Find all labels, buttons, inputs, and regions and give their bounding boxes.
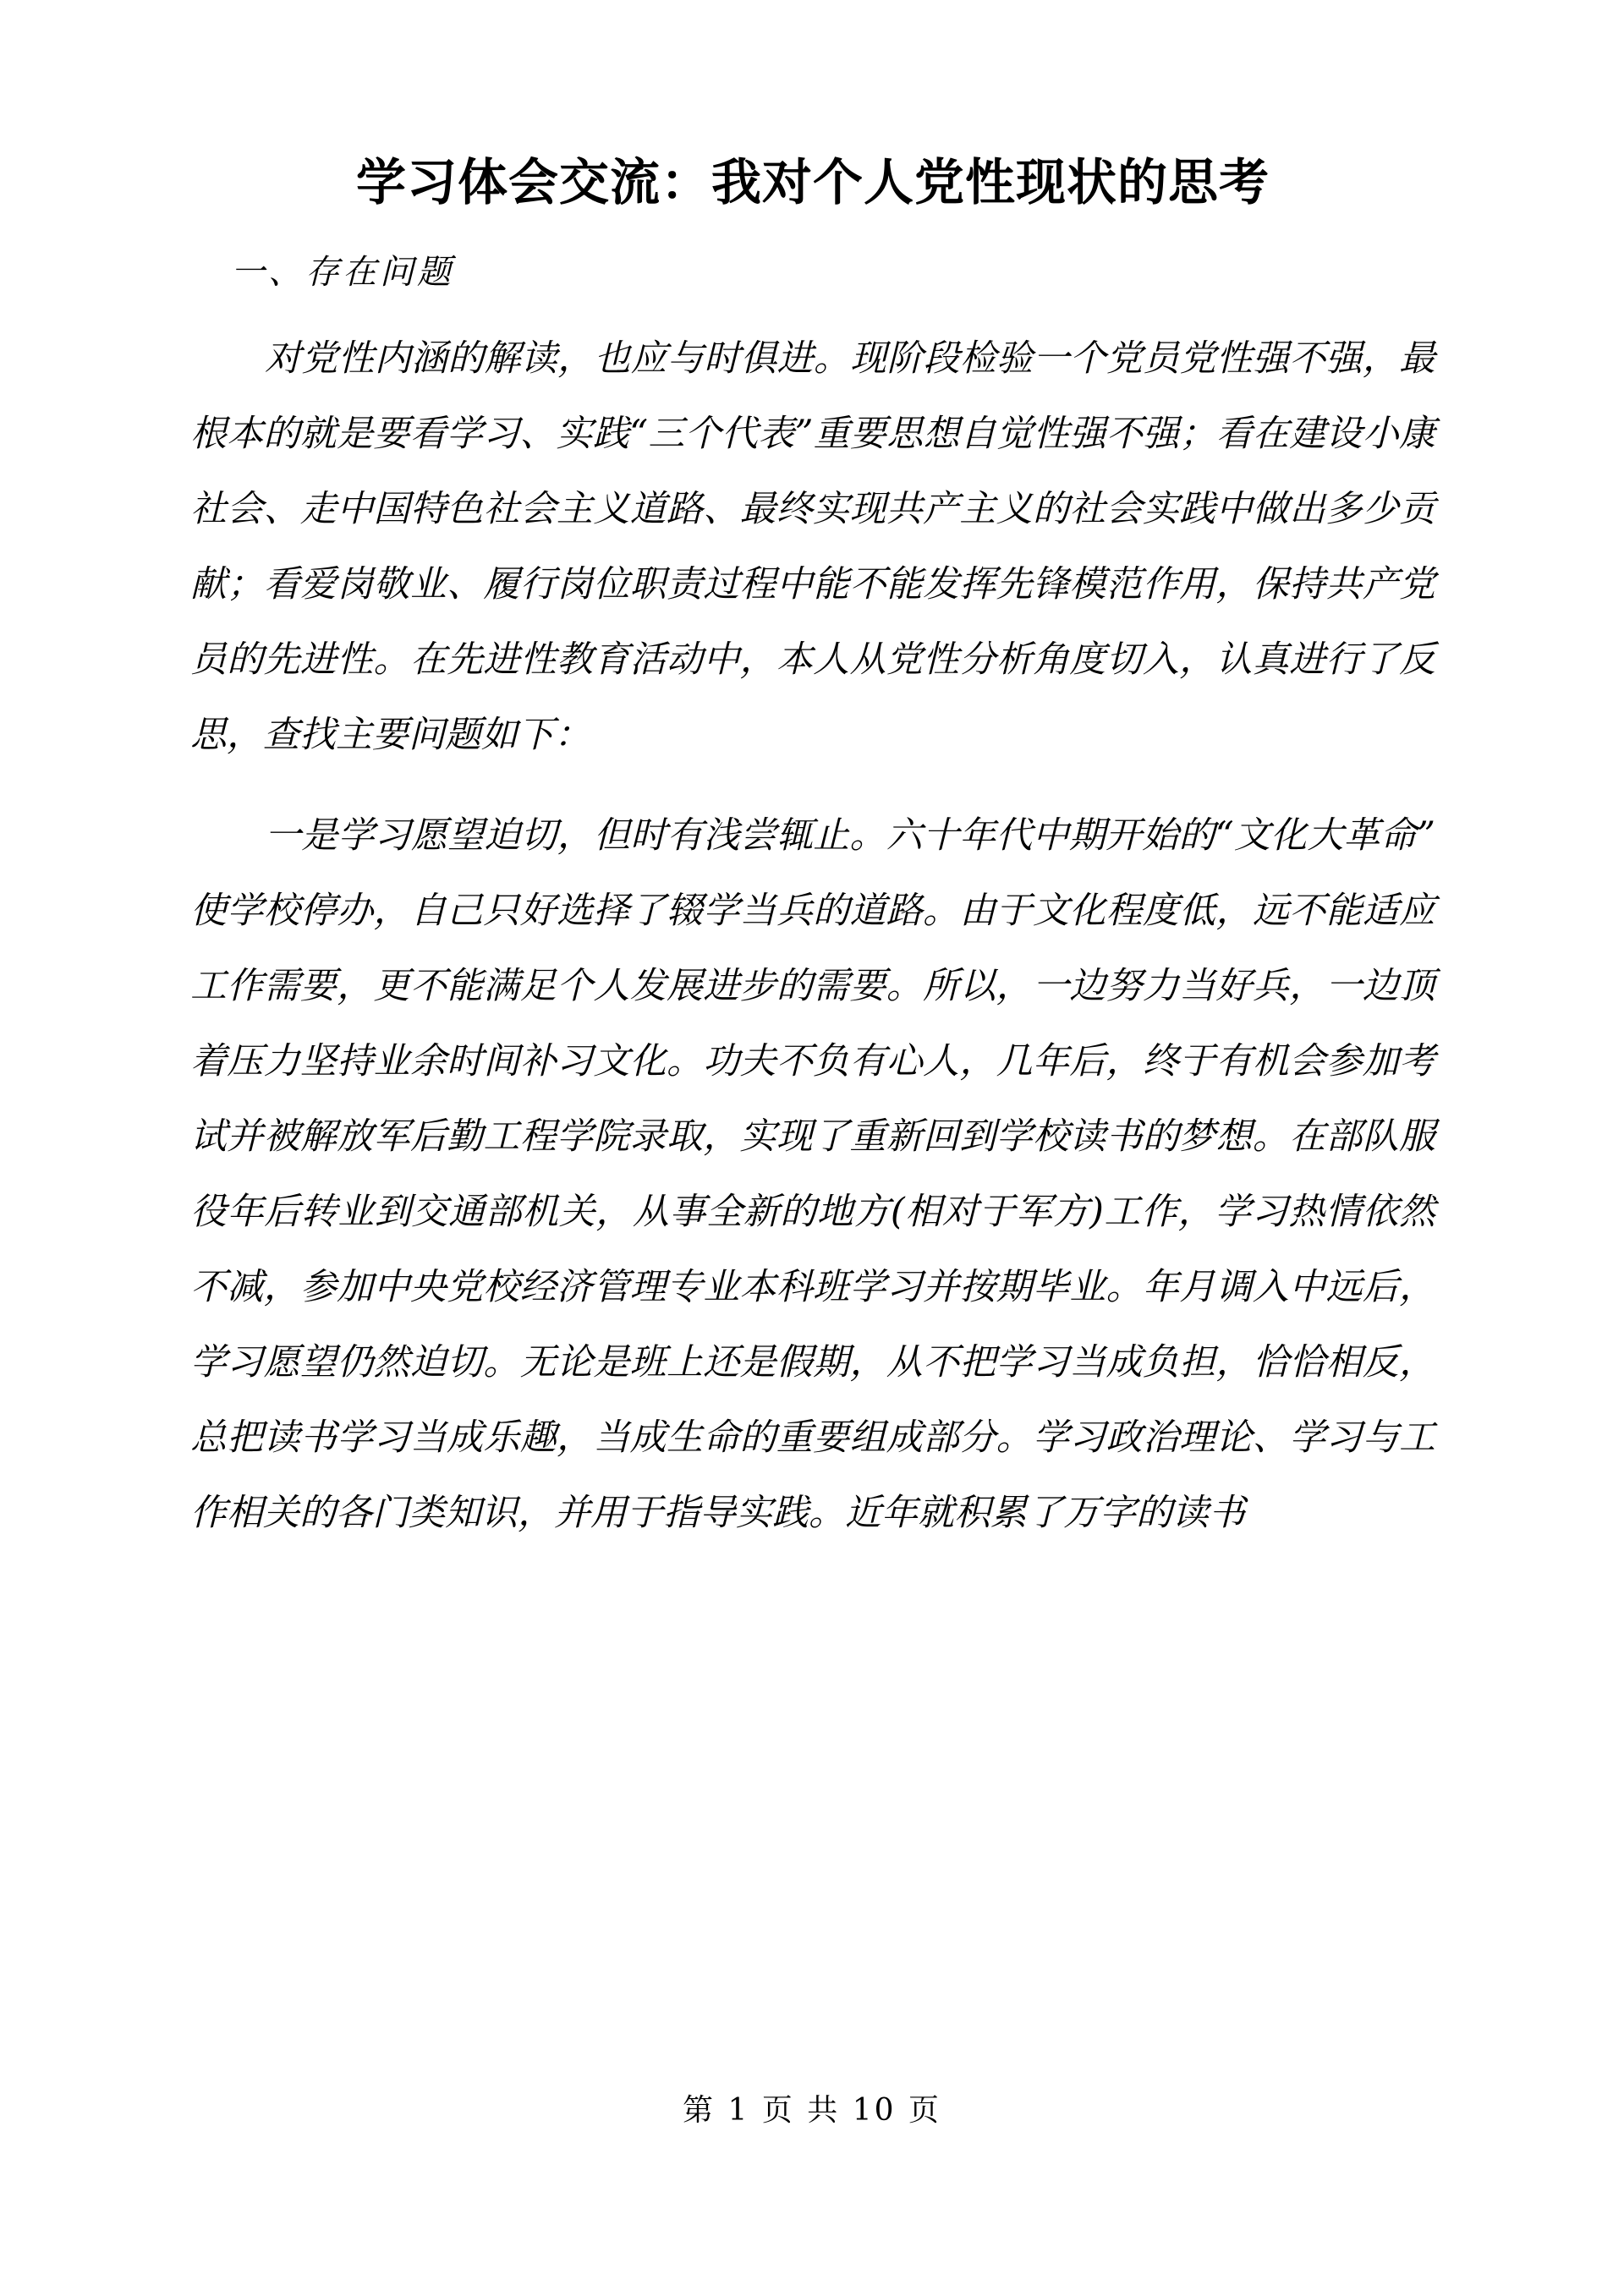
body-paragraph-1: 对党性内涵的解读，也应与时俱进。现阶段检验一个党员党性强不强，最根本的就是要看学习、实践“三个代表”重要思想自觉性强不强；看在建设小康社会、走中国特色社会主义道路、最终实现共产主义的社会实践中做出多少贡献；看爱岗敬业、履行岗位职责过程中能不能发挥先锋模范作用，保持共产党员的先进性。在先进性教育活动中，本人从党性分析角度切入，认真进行了反思，查找主要问题如下： [190, 337, 1435, 756]
page-number-footer: 第 1 页 共 10 页 [683, 2093, 941, 2128]
page-content [190, 0, 1435, 1551]
page-title: 学习体会交流：我对个人党性现状的思考 [355, 153, 1270, 211]
body-paragraph-2: 一是学习愿望迫切，但时有浅尝辄止。六十年代中期开始的“文化大革命”使学校停办，自己只好选择了辍学当兵的道路。由于文化程度低，远不能适应工作需要，更不能满足个人发展进步的需要。所以，一边努力当好兵，一边顶着压力坚持业余时间补习文化。功夫不负有心人，几年后，终于有机会参加考试并被解放军后勤工程学院录取，实现了重新回到学校读书的梦想。在部队服役年后转业到交通部机关，从事全新的地方(相对于军方)工作，学习热情依然不减，参加中央党校经济管理专业本科班学习并按期毕业。年月调入中远后，学习愿望仍然迫切。无论是班上还是假期，从不把学习当成负担，恰恰相反，总把读书学习当成乐趣，当成生命的重要组成部分。学习政治理论、学习与工作相关的各门类知识，并用于指导实践。近年就积累了万字的读书 [190, 814, 1435, 1534]
section-heading-1: 一、存在问题 [231, 253, 454, 292]
